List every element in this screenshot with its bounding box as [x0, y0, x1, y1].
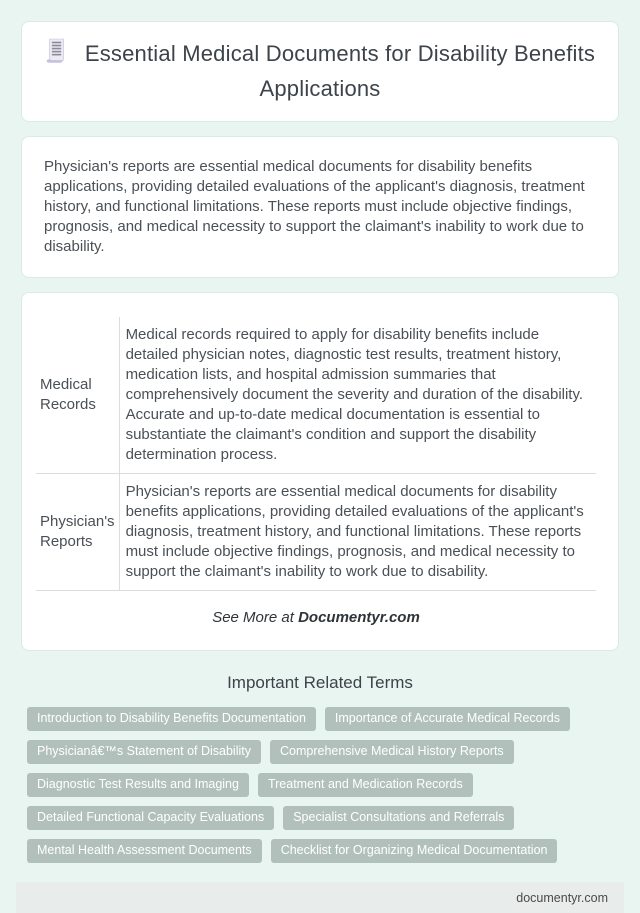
see-more-line	[36, 591, 596, 636]
table-row	[36, 474, 596, 591]
related-term-tag[interactable]: Introduction to Disability Benefits Documentation	[27, 707, 316, 731]
see-more-site-link[interactable]: Documentyr.com	[298, 609, 420, 626]
definitions-table	[36, 317, 596, 591]
related-term-tag[interactable]: Treatment and Medication Records	[258, 773, 473, 797]
related-term-tag[interactable]: Importance of Accurate Medical Records	[325, 707, 570, 731]
related-term-tag[interactable]: Physicianâ€™s Statement of Disability	[27, 740, 261, 764]
related-terms-heading: Important Related Terms	[227, 673, 413, 692]
related-term-tag[interactable]: Diagnostic Test Results and Imaging	[27, 773, 249, 797]
summary-card	[21, 136, 619, 278]
table-row	[36, 317, 596, 474]
term-cell: Medical Records	[36, 317, 119, 474]
definition-cell: Medical records required to apply for disability benefits include detailed physician notes, diagnostic test results, treatment history, medication lists, and hospital admission summaries that comprehensively document the severity and duration of the disability. Accurate and up-to-date medical documentation is essential to substantiate the claimant's condition and support the disability determination process.	[125, 326, 584, 463]
page-title	[42, 38, 598, 105]
summary-text: Physician's reports are essential medical documents for disability benefits applications, providing detailed evaluations of the applicant's diagnosis, treatment history, and functional limitations. These reports must include objective findings, prognosis, and medical necessity to support the claimant's inability to work due to disability.	[44, 158, 585, 255]
term-cell: Physician's Reports	[36, 474, 119, 591]
definitions-card	[21, 292, 619, 651]
header-card	[21, 21, 619, 122]
related-term-tag[interactable]: Mental Health Assessment Documents	[27, 839, 262, 863]
related-terms-list	[0, 707, 640, 863]
related-term-tag[interactable]: Comprehensive Medical History Reports	[270, 740, 514, 764]
receipt-icon	[45, 38, 67, 73]
related-term-tag[interactable]: Specialist Consultations and Referrals	[283, 806, 514, 830]
see-more-prefix: See More at	[212, 609, 299, 626]
page-title-text: Essential Medical Documents for Disability Benefits Applications	[84, 41, 596, 101]
related-term-tag[interactable]: Checklist for Organizing Medical Documentation	[271, 839, 558, 863]
definition-cell: Physician's reports are essential medical documents for disability benefits applications, providing detailed evaluations of the applicant's diagnosis, treatment history, and functional limitations. These reports must include objective findings, prognosis, and medical necessity to support the claimant's inability to work due to disability.	[125, 483, 584, 580]
related-term-tag[interactable]: Detailed Functional Capacity Evaluations	[27, 806, 274, 830]
footer-site-link[interactable]: documentyr.com	[516, 890, 608, 905]
footer-bar	[16, 882, 624, 913]
